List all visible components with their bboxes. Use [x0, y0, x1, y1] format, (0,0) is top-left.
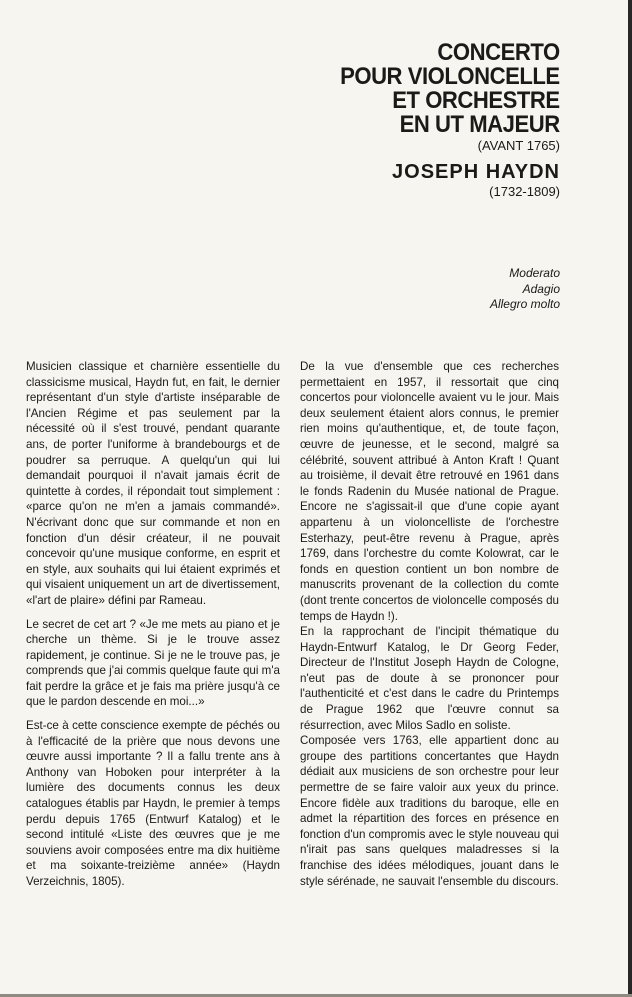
movement-3: Allegro molto [489, 297, 560, 311]
title-line-3: ET ORCHESTRE [392, 87, 560, 114]
movement-1: Moderato [509, 266, 560, 280]
title-line-1: CONCERTO [437, 39, 560, 66]
right-column [300, 359, 559, 897]
right-paragraph-1: De la vue d'ensemble que ces recherches permettaient en 1957, il ressortait que cinq concertos pour violoncelle avaient vu le jour. Mais deux seulement étaient alors connus, le premier rien moins qu'authentique, et, de toute façon, œuvre de jeunesse, et le second, malgré sa célébrité, souvent attribué à Anton Kraft ! Quant au troisième, il devait être retrouvé en 1961 dans le fonds Radenin du Musée national de Prague. Encore ne s'agissait-il que d'une copie ayant appartenu à un violoncelliste de l'orchestre Esterhazy, peut-être revenu à Prague, après 1769, dans l'orchestre du comte Kolowrat, car le fonds en question contient un bon nombre de manuscrits provenant de la collection du comte (dont trente concertos de violoncelle composés du temps de Haydn !). [300, 360, 559, 623]
right-paragraph-3: Composée vers 1763, elle appartient donc au groupe des partitions concertantes que Haydn dédiait aux musiciens de son orchestre pour leur permettre de se faire valoir aux yeux du prince. Encore fidèle aux traditions du baroque, elle en admet la répartition des forces en présence en fonction d'un compromis avec le style nouveau qui n'irait pas sans quelques maladresses si la franchise des idées mélodiques, jouant dans le style sérénade, ne sauvait l'ensemble du discours. [300, 734, 559, 888]
right-paragraph-2: En la rapprochant de l'incipit thématique du Haydn-Entwurf Katalog, le Dr Georg Feder, Directeur de l'Institut Joseph Haydn de Cologne, n'eut pas de doute à se prononcer pour l'authenticité et c'est dans le cadre du Printemps de Prague 1962 que l'œuvre connut sa résurrection, avec Milos Sadlo en soliste. [300, 625, 559, 732]
composition-date: (AVANT 1765) [477, 138, 560, 153]
movements-list [490, 266, 560, 313]
left-paragraph-3: Est-ce à cette conscience exempte de péchés ou à l'efficacité de la prière que nous devons une œuvre aussi importante ? Il a fallu trente ans à Anthony van Hoboken pour interpréter à la lumière des documents connus les deux catalogues établis par Haydn, le premier à temps perdu depuis 1765 (Entwurf Katalog) et le second intitulé «Liste des œuvres que je me souviens avoir composées entre ma dix huitième et ma soixante-treizième année» (Haydn Verzeichnis, 1805). [26, 719, 280, 888]
movement-2: Adagio [522, 281, 560, 296]
title-line-2: POUR VIOLONCELLE [340, 63, 560, 90]
left-paragraph-1: Musicien classique et charnière essentielle du classicisme musical, Haydn fut, en fait, le dernier représentant d'un style d'artiste inséparable de l'Ancien Régime et pas seulement par la nécessité où il s'est trouvé, pendant quarante ans, de porter l'uniforme à brandebourgs et de poudrer sa perruque. A quelqu'un qui lui demandait pourquoi il n'avait jamais écrit de quintette à cordes, il répondait tout simplement : «parce qu'on ne m'en a jamais commandé». N'écrivant donc que sur commande et non en fonction d'un désir créateur, il ne pouvait concevoir qu'une musique conforme, en esprit et en style, aux souhaits qui lui étaient exprimés et qui visaient uniquement un art de divertissement, «l'art de plaire» défini par Rameau. [26, 360, 280, 607]
composer-dates: (1732-1809) [489, 184, 560, 199]
title-block [321, 41, 560, 199]
left-column [26, 359, 280, 898]
title-line-4: EN UT MAJEUR [399, 111, 560, 138]
left-paragraph-2: Le secret de cet art ? «Je me mets au piano et je cherche un thème. Si je le trouve assez rapidement, je continue. Si je ne le trouve pas, je comprends que j'ai commis quelque faute qui m'a fait perdre la grâce et je fais ma prière jusqu'à ce que le pardon descende en moi...» [26, 617, 280, 709]
page-edge-shadow [628, 0, 632, 997]
composer-name: JOSEPH HAYDN [392, 161, 560, 183]
